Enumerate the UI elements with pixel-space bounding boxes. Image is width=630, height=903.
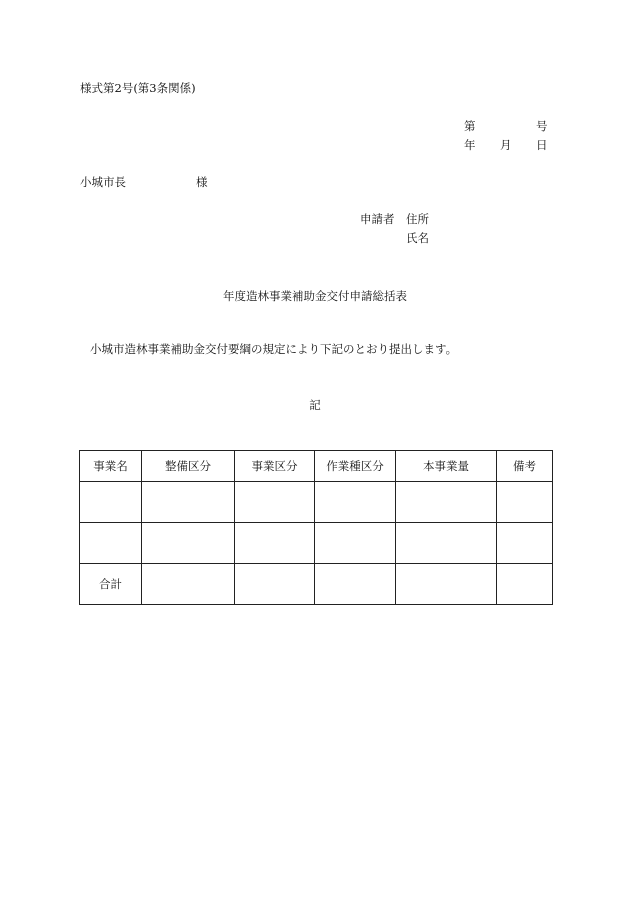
date-year-label: 年 xyxy=(464,138,476,152)
table-cell[interactable] xyxy=(235,482,315,523)
applicant-address-label: 住所 xyxy=(406,212,429,226)
table-cell[interactable] xyxy=(235,523,315,564)
header-maintenance-category: 整備区分 xyxy=(142,451,235,482)
date-day-label: 日 xyxy=(536,138,548,152)
table-cell[interactable] xyxy=(315,482,396,523)
table-cell[interactable] xyxy=(396,482,497,523)
table-total-row xyxy=(80,564,553,605)
table-cell[interactable] xyxy=(315,564,396,605)
table-cell[interactable] xyxy=(497,523,553,564)
document-title: 年度造林事業補助金交付申請総括表 xyxy=(223,289,407,303)
document-number-prefix: 第 xyxy=(464,119,476,133)
total-label: 合計 xyxy=(80,564,142,605)
header-work-type-category: 作業種区分 xyxy=(315,451,396,482)
header-project-volume: 本事業量 xyxy=(396,451,497,482)
addressee-name: 小城市長 xyxy=(80,175,126,189)
summary-table xyxy=(79,450,553,605)
table-cell[interactable] xyxy=(80,482,142,523)
header-project-category: 事業区分 xyxy=(235,451,315,482)
form-number: 様式第2号(第3条関係) xyxy=(80,81,196,95)
table-cell[interactable] xyxy=(497,482,553,523)
table-cell[interactable] xyxy=(235,564,315,605)
table-cell[interactable] xyxy=(497,564,553,605)
table-header-row xyxy=(80,451,553,482)
applicant-name-label: 氏名 xyxy=(406,231,429,245)
table-cell[interactable] xyxy=(396,564,497,605)
document-number-suffix: 号 xyxy=(536,119,548,133)
applicant-label: 申請者 xyxy=(360,212,395,226)
ki-label: 記 xyxy=(309,398,321,412)
header-remarks: 備考 xyxy=(497,451,553,482)
table-cell[interactable] xyxy=(142,564,235,605)
addressee-honorific: 様 xyxy=(196,175,208,189)
body-text: 小城市造林事業補助金交付要綱の規定により下記のとおり提出します。 xyxy=(90,342,458,356)
table-row xyxy=(80,523,553,564)
table-cell[interactable] xyxy=(80,523,142,564)
table-cell[interactable] xyxy=(142,482,235,523)
table-cell[interactable] xyxy=(396,523,497,564)
date-month-label: 月 xyxy=(500,138,512,152)
header-project-name: 事業名 xyxy=(80,451,142,482)
table-cell[interactable] xyxy=(142,523,235,564)
table-cell[interactable] xyxy=(315,523,396,564)
table-row xyxy=(80,482,553,523)
